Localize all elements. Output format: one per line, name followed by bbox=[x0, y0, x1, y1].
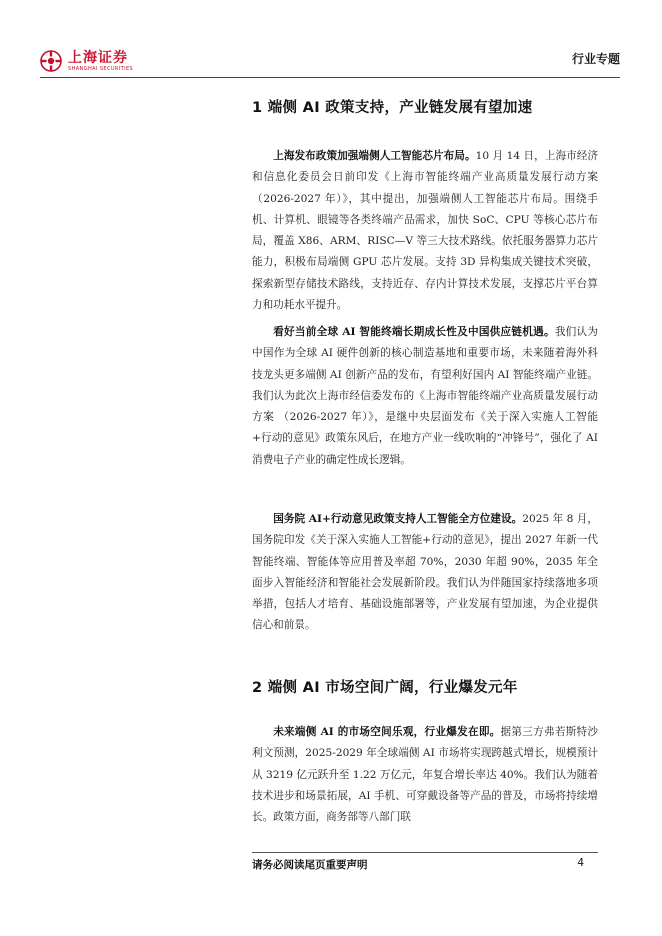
page-header bbox=[40, 40, 620, 78]
section-2-heading: 2 端侧 AI 市场空间广阔，行业爆发元年 bbox=[252, 680, 518, 696]
section-1-paragraph-3 bbox=[252, 509, 598, 637]
company-logo bbox=[40, 48, 133, 74]
logo-chinese-name: 上海证券 bbox=[68, 49, 128, 66]
page-footer bbox=[252, 852, 598, 871]
paragraph-lead: 未来端侧 AI 的市场空间乐观，行业爆发在即。 bbox=[273, 726, 501, 738]
paragraph-body: 2025 年 8 月，国务院印发《关于深入实施人工智能+行动的意见》，提出 2027 年新一代智能终端、智能体等应用普及率超 70%，2030 年超 90%，2035 年全面步入智能经济和智能社会发展新阶段。我们认为伴随国家持续落地多项举措，包括人才培育、基础设施部署等，产业发展有望加速，为企业提供信心和前景。 bbox=[252, 513, 598, 632]
paragraph-lead: 上海发布政策加强端侧人工智能芯片布局。 bbox=[273, 150, 476, 162]
page-number: 4 bbox=[577, 857, 584, 869]
logo-english-name: SHANGHAI SECURITIES bbox=[68, 65, 134, 72]
footer-disclaimer: 请务必阅读尾页重要声明 bbox=[252, 859, 368, 871]
header-divider bbox=[40, 77, 620, 78]
shanghai-securities-logo-icon bbox=[40, 50, 62, 72]
paragraph-body: 我们认为中国作为全球 AI 硬件创新的核心制造基地和重要市场，未来随着海外科技龙头更多端侧 AI 创新产品的发布，有望利好国内 AI 智能终端产业链。我们认为此次上海市经信委发布的《上海市智能终端产业高质量发展行动方案 （2026-2027 年）》，是继中央层面发布《关于深入实施人工智能+行动的意见》政策东风后，在地方产业一线吹响的“冲锋号”，强化了 AI 消费电子产业的确定性成长逻辑。 bbox=[252, 326, 598, 466]
paragraph-lead: 看好当前全球 AI 智能终端长期成长性及中国供应链机遇。 bbox=[273, 326, 555, 338]
section-1-paragraph-1 bbox=[252, 146, 598, 316]
section-1-heading: 1 端侧 AI 政策支持，产业链发展有望加速 bbox=[252, 100, 533, 116]
paragraph-lead: 国务院 AI+行动意见政策支持人工智能全方位建设。 bbox=[273, 513, 523, 525]
section-2-paragraph-1 bbox=[252, 722, 598, 828]
document-type-label: 行业专题 bbox=[571, 52, 620, 66]
paragraph-body: 据第三方弗若斯特沙利文预测，2025-2029 年全球端侧 AI 市场将实现跨越式增长，规模预计从 3219 亿元跃升至 1.22 万亿元，年复合增长率达 40%。我们认为随着技术进步和场景拓展，AI 手机、可穿戴设备等产品的普及，市场将持续增长。政策方面，商务部等八部门联 bbox=[252, 726, 598, 824]
section-1-paragraph-2 bbox=[252, 322, 598, 471]
footer-divider bbox=[252, 852, 598, 853]
paragraph-body: 10 月 14 日，上海市经济和信息化委员会日前印发《上海市智能终端产业高质量发展行动方案 （2026-2027 年）》，其中提出，加强端侧人工智能芯片布局。围绕手机、计算机、眼镜等各类终端产品需求，加快 SoC、CPU 等核心芯片布局，覆盖 X86、ARM、RISC—V 等三大技术路线。依托服务器算力芯片能力，积极布局端侧 GPU 芯片发展。支持 3D 异构集成关键技术突破，探索新型存储技术路线，支持近存、存内计算技术发展，支撑芯片平台算力和功耗水平提升。 bbox=[252, 150, 598, 312]
